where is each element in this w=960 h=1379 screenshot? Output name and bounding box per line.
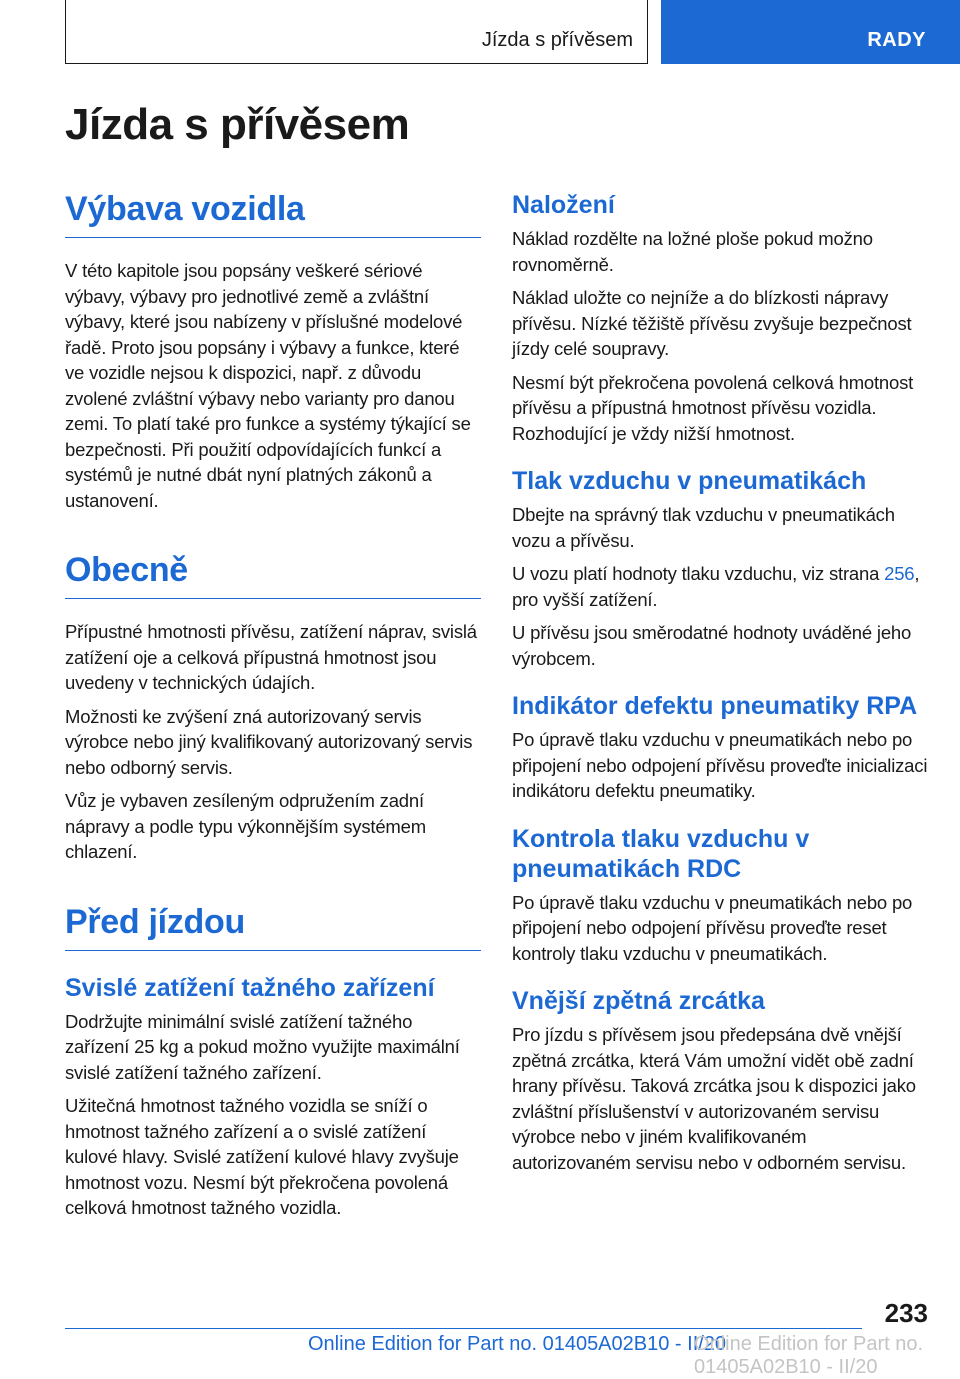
header-section-box — [65, 0, 648, 64]
subheading-svisle-zatizeni: Svislé zatížení tažného zařízení — [65, 973, 435, 1002]
paragraph-nalozeni-3: Nesmí být překročena povolená celková hmotnost přívěsu a přípustná hmotnost přívěsu vozidla. Rozhodující je vždy nižší hmotnost. — [512, 371, 914, 444]
paragraph-tlak-2-before: U vozu platí hodnoty tlaku vzduchu, viz strana — [512, 563, 885, 584]
paragraph-svisle-1: Dodržujte minimální svislé zatížení tažného zařízení 25 kg a pokud možno využijte maximální svislé zatížení tažného zařízení. — [65, 1010, 460, 1083]
heading-pred-jizdou: Před jízdou — [65, 903, 481, 951]
heading-obecne: Obecně — [65, 551, 481, 599]
paragraph-tlak-3: U přívěsu jsou směrodatné hodnoty uváděné jeho výrobcem. — [512, 622, 912, 669]
page-title: Jízda s přívěsem — [65, 100, 410, 149]
paragraph-vybava: V této kapitole jsou popsány veškeré sériové výbavy, výbavy pro jednotlivé země a zvláštní výbavy, které jsou nabízeny v příslušné modelové řadě. Proto jsou popsány i výbavy a funkce, které ve vozidle nejsou k dispozici, např. z důvodu zvolené zvláštní výbavy nebo varianty pro danou zemi. To platí také pro funkce a systémy týkající se bezpečnosti. Při použití odpovídajících funkcí a systémů je nutné dbát nyní platných zákonů a ustanovení. — [65, 260, 471, 511]
footer-divider — [65, 1328, 862, 1329]
paragraph-obecne-1: Přípustné hmotnosti přívěsu, zatížení náprav, svislá zatížení oje a celková přípustná hmotnost jsou uvedeny v technických údajích. — [65, 621, 477, 693]
page-number: 233 — [884, 1298, 928, 1328]
left-column — [65, 190, 481, 1221]
paragraph-rdc: Po úpravě tlaku vzduchu v pneumatikách nebo po připojení nebo odpojení přívěsu proveďte reset kontroly tlaku vzduchu v pneumatikách. — [512, 891, 913, 964]
paragraph-tlak-1: Dbejte na správný tlak vzduchu v pneumatikách vozu a přívěsu. — [512, 504, 895, 551]
footer-watermark: Online Edition for Part no. 01405A02B10 - II/20 — [694, 1333, 924, 1378]
paragraph-rpa: Po úpravě tlaku vzduchu v pneumatikách nebo po připojení nebo odpojení přívěsu proveďte inicializaci indikátoru defektu pneumatiky. — [512, 729, 928, 801]
paragraph-zrcatka: Pro jízdu s přívěsem jsou předepsána dvě vnější zpětná zrcátka, která Vám umožní vidět obě zadní hrany přívěsu. Taková zrcátka jsou k dispozici jako zvláštní příslušenství v autorizovaném servisu výrobce nebo v jiném kvalifikovaném autorizovaném servisu nebo v odborném servisu. — [512, 1024, 916, 1173]
heading-nalozeni: Naložení — [512, 191, 615, 219]
right-column — [512, 190, 928, 1175]
paragraph-nalozeni-2: Náklad uložte co nejníže a do blízkosti nápravy přívěsu. Nízké těžiště přívěsu zvyšuje bezpečnost jízdy celé soupravy. — [512, 287, 912, 359]
paragraph-obecne-2: Možnosti ke zvýšení zná autorizovaný servis výrobce nebo jiný kvalifikovaný autorizovaný servis nebo odborný servis. — [65, 705, 473, 778]
heading-tlak-vzduchu: Tlak vzduchu v pneumatikách — [512, 467, 867, 495]
header-tab-rady[interactable] — [661, 0, 960, 64]
paragraph-svisle-2: Užitečná hmotnost tažného vozidla se sníží o hmotnost tažného zařízení a o svislé zatížení kulové hlavy. Svislé zatížení kulové hlavy zvyšuje hmotnost vozu. Nesmí být překročena povolená celková hmotnost tažného vozidla. — [65, 1095, 459, 1218]
heading-rpa: Indikátor defektu pneumatiky RPA — [512, 692, 918, 720]
paragraph-tlak-2 — [512, 561, 928, 612]
paragraph-nalozeni-1: Náklad rozdělte na ložné ploše pokud možno rovnoměrně. — [512, 228, 873, 275]
page-link-256[interactable]: 256 — [884, 563, 915, 584]
header-tab-label: RADY — [867, 29, 926, 51]
header-section-title: Jízda s přívěsem — [481, 29, 633, 51]
heading-vybava-vozidla: Výbava vozidla — [65, 190, 481, 238]
paragraph-tlak-2-after: , pro vyšší zatížení. — [512, 563, 920, 610]
heading-zrcatka: Vnější zpětná zrcátka — [512, 987, 765, 1015]
heading-rdc: Kontrola tlaku vzduchu v pneumatikách RDC — [512, 824, 810, 883]
paragraph-obecne-3: Vůz je vybaven zesíleným odpružením zadní nápravy a podle typu výkonnějším systémem chlazení. — [65, 790, 426, 862]
footer-edition-text: Online Edition for Part no. 01405A02B10 - II/20 — [308, 1333, 727, 1355]
